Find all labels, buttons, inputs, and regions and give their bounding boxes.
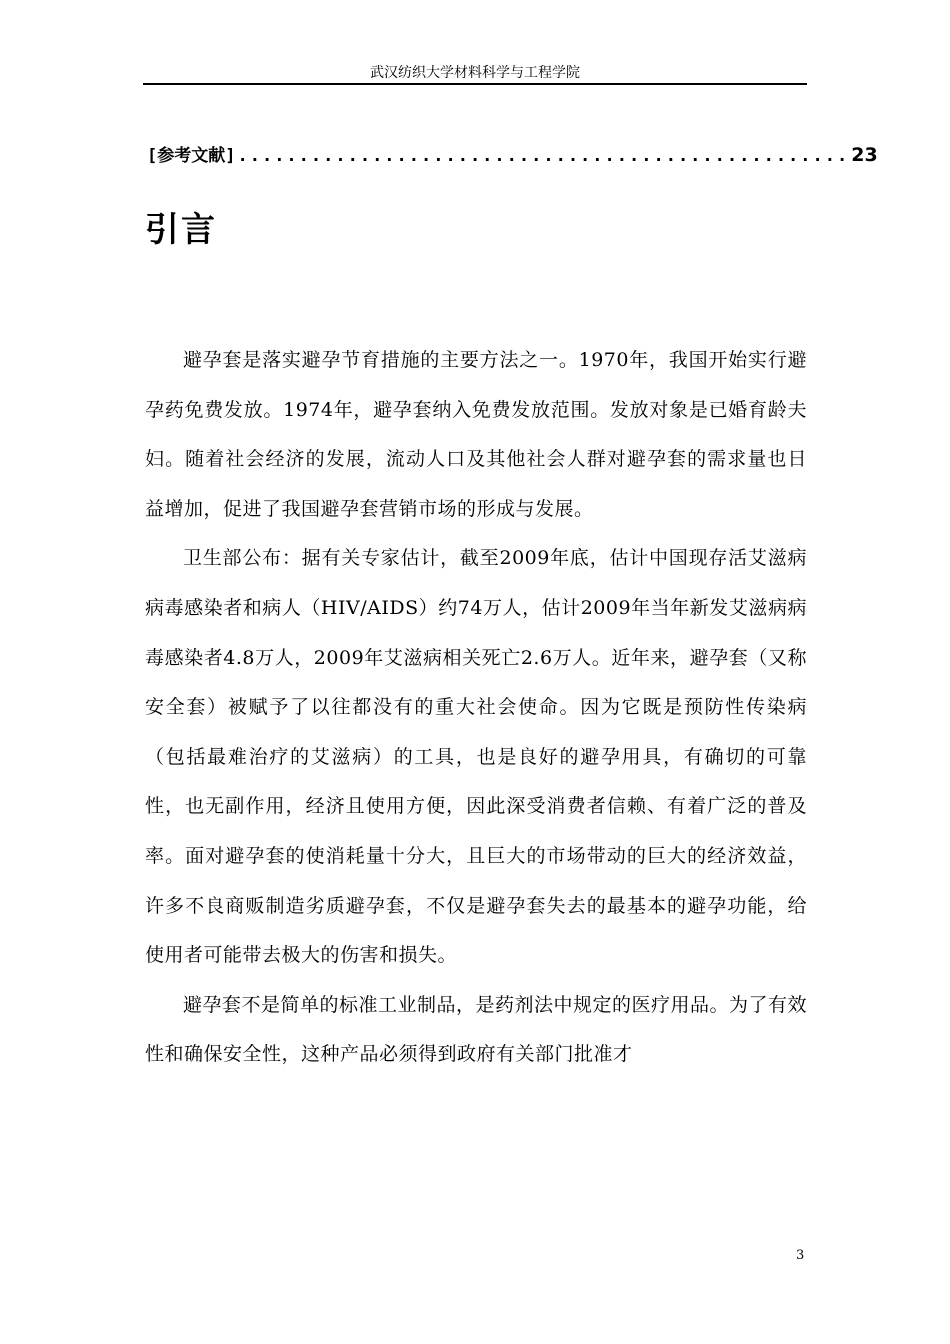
- paragraph: 避孕套不是简单的标准工业制品，是药剂法中规定的医疗用品。为了有效性和确保安全性，这种产品必须得到政府有关部门批准才: [145, 993, 808, 1066]
- toc-leader-dots: ..................................................: [237, 146, 850, 166]
- body-text: [145, 336, 807, 1080]
- toc-entry-page-number: 23: [851, 144, 878, 166]
- paragraph: 卫生部公布：据有关专家估计，截至2009年底，估计中国现存活艾滋病病毒感染者和病人（HIV/AIDS）约74万人，估计2009年当年新发艾滋病病毒感染者4.8万人，2009年艾滋病相关死亡2.6万人。近年来，避孕套（又称安全套）被赋予了以往都没有的重大社会使命。因为它既是预防性传染病（包括最难治疗的艾滋病）的工具，也是良好的避孕用具，有确切的可靠性，也无副作用，经济且使用方便，因此深受消费者信赖、有着广泛的普及率。面对避孕套的使消耗量十分大，且巨大的市场带动的巨大的经济效益，许多不良商贩制造劣质避孕套，不仅是避孕套失去的最基本的避孕功能，给使用者可能带去极大的伤害和损失。: [145, 547, 807, 967]
- section-heading: 引言: [145, 210, 217, 250]
- toc-entry-label: [参考文献]: [147, 146, 236, 166]
- toc-entry-references: [147, 138, 878, 166]
- page-number: 3: [796, 1248, 805, 1263]
- page-header-title: 武汉纺织大学材料科学与工程学院: [370, 65, 580, 81]
- header-divider: [143, 83, 807, 85]
- paragraph: 避孕套是落实避孕节育措施的主要方法之一。1970年，我国开始实行避孕药免费发放。1974年，避孕套纳入免费发放范围。发放对象是已婚育龄夫妇。随着社会经济的发展，流动人口及其他社会人群对避孕套的需求量也日益增加，促进了我国避孕套营销市场的形成与发展。: [145, 349, 807, 520]
